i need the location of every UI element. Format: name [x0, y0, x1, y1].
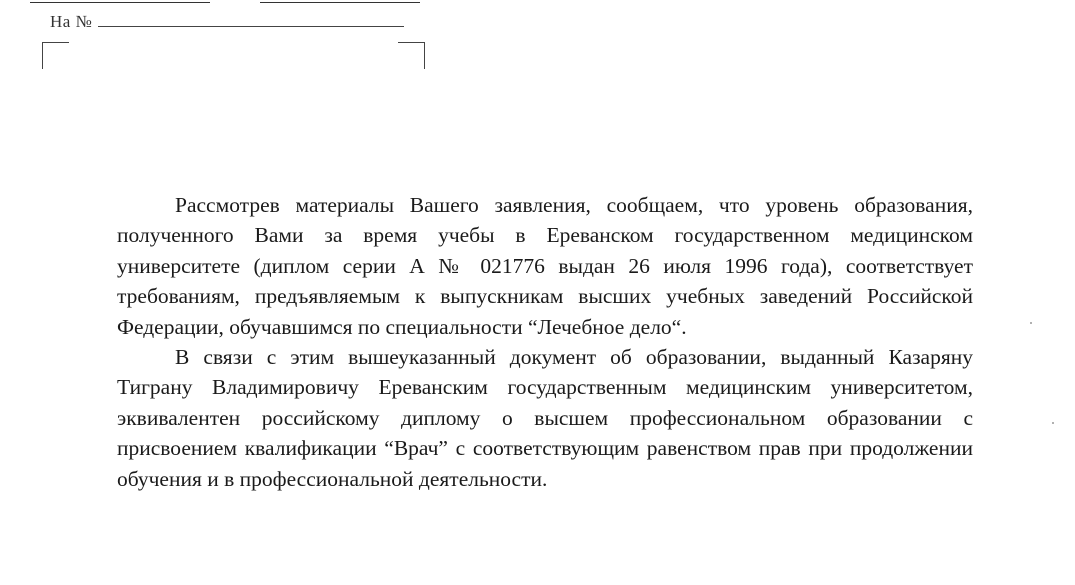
address-bracket-right: [398, 42, 425, 69]
scan-speck: [1052, 422, 1054, 424]
cropped-underline: [260, 0, 420, 3]
reference-number-line: [50, 12, 404, 32]
paragraph: В связи с этим вышеуказанный документ об образовании, выданный Казаряну Тиграну Владимировичу Ереванским государственным медицинским университетом, эквивалентен российскому диплому о высшем профессиональном образовании с присвоением квалификации “Врач” с соответствующим равенством прав при продолжении обучения и в профессиональной деятельности.: [117, 345, 973, 491]
paragraph: Рассмотрев материалы Вашего заявления, сообщаем, что уровень образования, полученного Вами за время учебы в Ереванском государственном медицинском университете (диплом серии А № 021776 выдан 26 июля 1996 года), соответствует требованиям, предъявляемым к выпускникам высших учебных заведений Российской Федерации, обучавшимся по специальности “Лечебное дело“.: [117, 193, 973, 339]
reference-label: На №: [50, 12, 93, 31]
cropped-underline: [30, 0, 210, 3]
reference-blank: [98, 12, 404, 27]
cropped-date-line: [30, 0, 480, 8]
letter-body: [117, 190, 973, 494]
address-bracket-left: [42, 42, 69, 69]
scan-speck: [1030, 322, 1032, 324]
